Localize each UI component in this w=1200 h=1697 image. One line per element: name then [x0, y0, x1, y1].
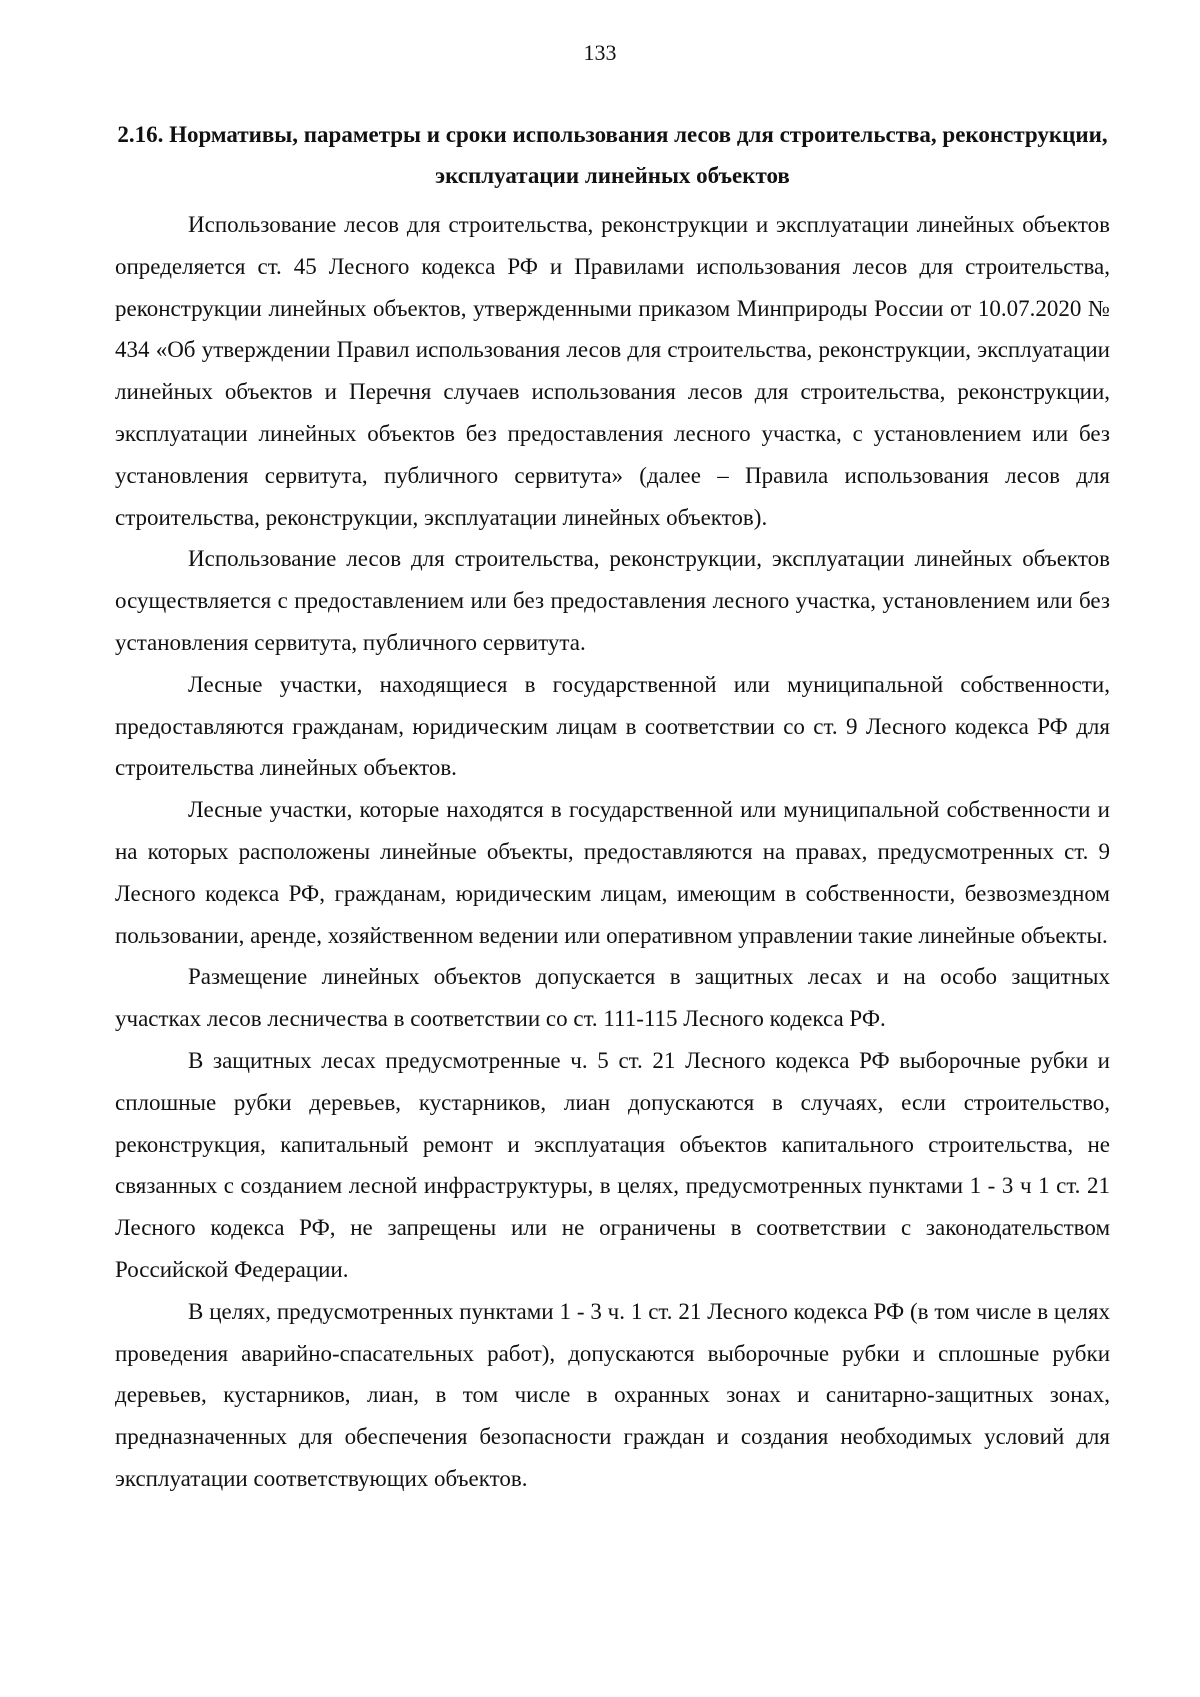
paragraph-3: Лесные участки, находящиеся в государственной или муниципальной собственности, предоставляются гражданам, юридическим лицам в соответствии со ст. 9 Лесного кодекса РФ для строительства линейных объектов. — [115, 671, 1110, 781]
paragraph-7: В целях, предусмотренных пунктами 1 - 3 ч. 1 ст. 21 Лесного кодекса РФ (в том числе в целях проведения аварийно-спасательных работ), допускаются выборочные рубки и сплошные рубки деревьев, кустарников, лиан, в том числе в охранных зонах и санитарно-защитных зонах, предназначенных для обеспечения безопасности граждан и создания необходимых условий для эксплуатации соответствующих объектов. — [115, 1298, 1110, 1491]
paragraph-1: Использование лесов для строительства, реконструкции и эксплуатации линейных объектов определяется ст. 45 Лесного кодекса РФ и Правилами использования лесов для строительства, реконструкции линейных объектов, утвержденными приказом Минприроды России от 10.07.2020 № 434 «Об утверждении Правил использования лесов для строительства, реконструкции, эксплуатации линейных объектов и Перечня случаев использования лесов для строительства, реконструкции, эксплуатации линейных объектов без предоставления лесного участка, с установлением или без установления сервитута, публичного сервитута» (далее – Правила использования лесов для строительства, реконструкции, эксплуатации линейных объектов). — [115, 212, 1110, 530]
paragraph-6: В защитных лесах предусмотренные ч. 5 ст. 21 Лесного кодекса РФ выборочные рубки и сплошные рубки деревьев, кустарников, лиан допускаются в случаях, если строительство, реконструкция, капитальный ремонт и эксплуатация объектов капитального строительства, не связанных с созданием лесной инфраструктуры, в целях, предусмотренных пунктами 1 - 3 ч 1 ст. 21 Лесного кодекса РФ, не запрещены или не ограничены в соответствии с законодательством Российской Федерации. — [115, 1047, 1110, 1282]
paragraph-2: Использование лесов для строительства, реконструкции, эксплуатации линейных объектов осуществляется с предоставлением или без предоставления лесного участка, установлением или без установления сервитута, публичного сервитута. — [115, 546, 1110, 655]
paragraph-4: Лесные участки, которые находятся в государственной или муниципальной собственности и на которых расположены линейные объекты, предоставляются на правах, предусмотренных ст. 9 Лесного кодекса РФ, гражданам, юридическим лицам, имеющим в собственности, безвозмездном пользовании, аренде, хозяйственном ведении или оперативном управлении такие линейные объекты. — [115, 797, 1110, 948]
section-heading: 2.16. Нормативы, параметры и сроки использования лесов для строительства, реконструкции, эксплуатации линейных объектов — [117, 122, 1108, 188]
body-text — [115, 204, 1110, 1500]
paragraph-5: Размещение линейных объектов допускается в защитных лесах и на особо защитных участках лесов лесничества в соответствии со ст. 111-115 Лесного кодекса РФ. — [115, 964, 1110, 1032]
page-number: 133 — [583, 40, 617, 65]
